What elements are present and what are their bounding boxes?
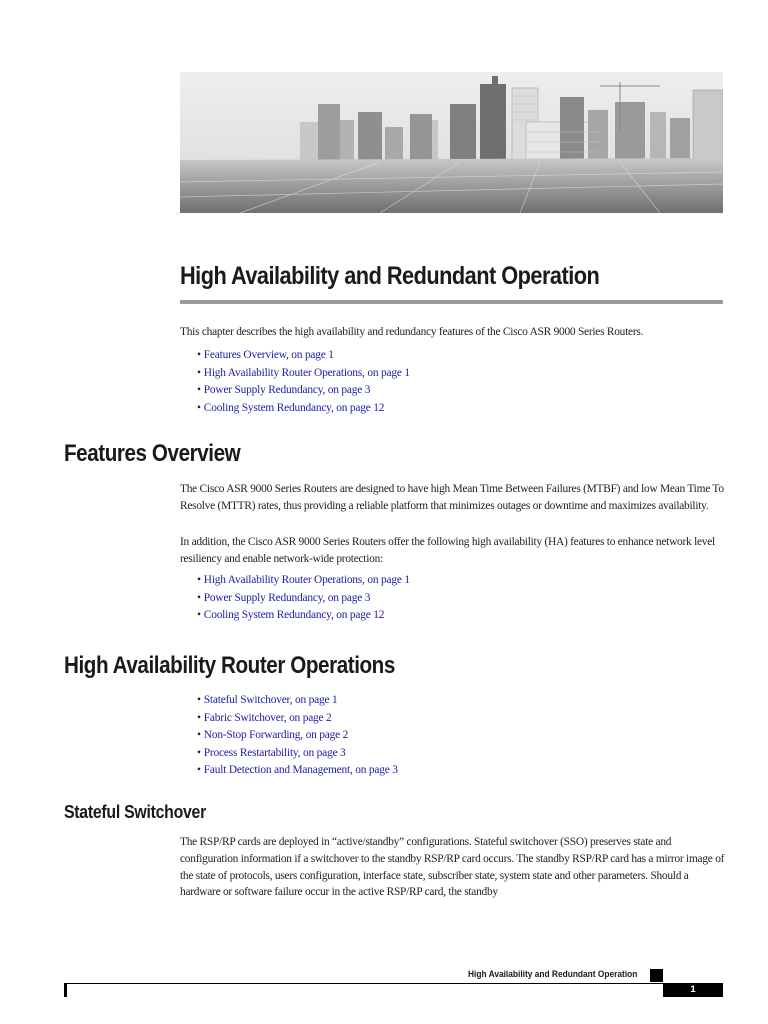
- list-item[interactable]: [197, 727, 398, 745]
- toc-link-ha-router-operations[interactable]: High Availability Router Operations, on page 1: [203, 366, 410, 379]
- bullet: •: [197, 574, 201, 586]
- list-item[interactable]: [197, 710, 398, 728]
- link-process-restartability[interactable]: Process Restartability, on page 3: [203, 746, 346, 759]
- bullet: •: [197, 711, 201, 724]
- footer-chapter-title: High Availability and Redundant Operation: [468, 969, 638, 980]
- link-fabric-switchover[interactable]: Fabric Switchover, on page 2: [203, 711, 332, 724]
- footer-left-marker: [64, 983, 67, 997]
- list-item[interactable]: [197, 365, 410, 383]
- document-title: High Availability and Redundant Operation: [180, 262, 600, 290]
- link-non-stop-forwarding[interactable]: Non-Stop Forwarding, on page 2: [203, 729, 349, 742]
- bullet: •: [197, 746, 201, 759]
- features-overview-heading: Features Overview: [64, 440, 241, 467]
- toc-link-features-overview[interactable]: Features Overview, on page 1: [203, 349, 334, 361]
- list-item[interactable]: [197, 762, 398, 780]
- bullet: •: [197, 609, 201, 622]
- ha-router-operations-heading: High Availability Router Operations: [64, 652, 395, 679]
- stateful-switchover-heading: Stateful Switchover: [64, 802, 206, 822]
- features-overview-link-list: [197, 572, 410, 625]
- bullet: •: [197, 729, 201, 742]
- bullet: •: [197, 401, 201, 414]
- bullet: •: [197, 764, 201, 777]
- list-item[interactable]: [197, 382, 410, 400]
- link-cooling-system-redundancy[interactable]: Cooling System Redundancy, on page 12: [203, 609, 385, 622]
- list-item[interactable]: [197, 607, 410, 625]
- title-rule: [180, 300, 723, 304]
- page-number: 1: [663, 983, 723, 997]
- link-power-supply-redundancy[interactable]: Power Supply Redundancy, on page 3: [203, 591, 371, 604]
- intro-paragraph: This chapter describes the high availability and redundancy features of the Cisco ASR 9000 Series Routers.: [180, 326, 644, 338]
- toc-link-power-supply-redundancy[interactable]: Power Supply Redundancy, on page 3: [203, 384, 371, 397]
- bullet: •: [197, 591, 201, 604]
- stateful-switchover-paragraph: The RSP/RP cards are deployed in “active/standby” configurations. Stateful switchover (SSO) preserves state and configuration information if a switchover to the standby RSP/RP card occurs. The standby RSP/RP card has a mirror image of the state of protocols, users configuration, interface state, subscriber state, system state and other parameters. Should a hardware or software failure occur in the active RSP/RP card, the standby: [180, 836, 725, 899]
- footer-rule: [64, 983, 723, 984]
- toc-link-cooling-system-redundancy[interactable]: Cooling System Redundancy, on page 12: [203, 401, 385, 414]
- link-stateful-switchover[interactable]: Stateful Switchover, on page 1: [203, 694, 338, 706]
- list-item[interactable]: [197, 745, 398, 763]
- bullet: •: [197, 694, 201, 706]
- link-fault-detection-management[interactable]: Fault Detection and Management, on page 3: [203, 764, 398, 777]
- bullet: •: [197, 366, 201, 379]
- list-item[interactable]: [197, 400, 410, 418]
- ha-router-operations-link-list: [197, 692, 398, 780]
- bullet: •: [197, 384, 201, 397]
- footer-marker: [650, 969, 663, 982]
- list-item[interactable]: [197, 692, 398, 710]
- city-skyline-banner: [180, 72, 723, 213]
- list-item[interactable]: [197, 572, 410, 590]
- list-item[interactable]: [197, 347, 410, 365]
- link-ha-router-operations[interactable]: High Availability Router Operations, on page 1: [203, 574, 410, 586]
- features-overview-paragraph-2: In addition, the Cisco ASR 9000 Series Routers offer the following high availability (HA) features to enhance network level resiliency and enable network-wide protection:: [180, 536, 715, 565]
- bullet: •: [197, 349, 201, 361]
- features-overview-paragraph-1: The Cisco ASR 9000 Series Routers are designed to have high Mean Time Between Failures (MTBF) and low Mean Time To Resolve (MTTR) rates, thus providing a reliable platform that minimizes outages or downtime and maximizes availability.: [180, 483, 724, 512]
- list-item[interactable]: [197, 590, 410, 608]
- chapter-toc-list: [197, 347, 410, 417]
